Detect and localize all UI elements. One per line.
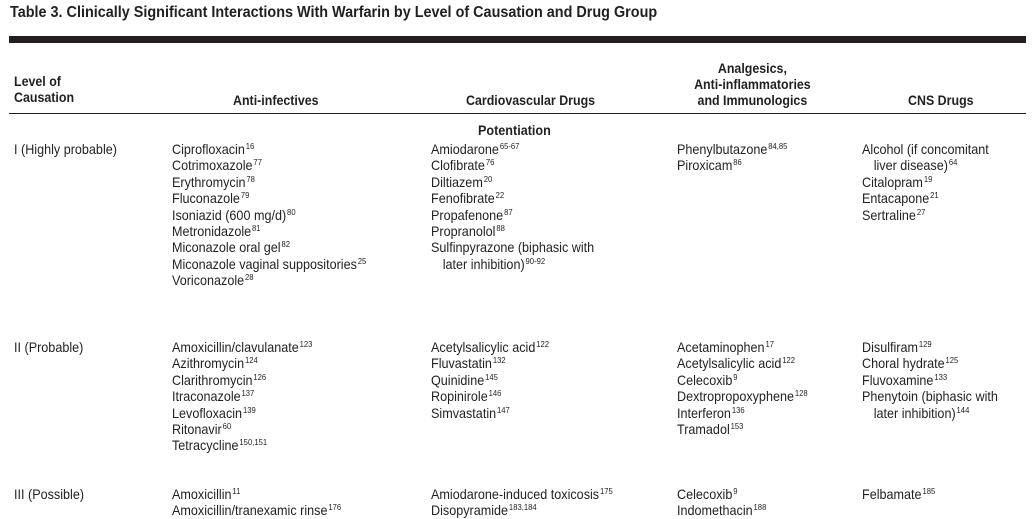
reference-superscript: 17 (765, 339, 774, 349)
drug-name: Ritonavir (172, 421, 222, 438)
reference-superscript: 20 (483, 173, 493, 184)
cell-anti (172, 141, 366, 289)
drug-name: Piroxicam (677, 157, 733, 174)
reference-superscript: 125 (945, 355, 959, 366)
reference-superscript: 124 (245, 355, 258, 366)
header-line: Anti-inflammatories (694, 77, 811, 92)
drug-name: Entacapone (862, 190, 930, 207)
reference-superscript: 88 (496, 223, 505, 234)
drug-entry (431, 486, 613, 502)
drug-entry (431, 339, 549, 355)
header-line: Anti-infectives (233, 93, 319, 108)
drug-name: Citalopram (862, 173, 923, 190)
drug-name: Fluconazole (172, 190, 240, 207)
reference-superscript: 150,151 (239, 437, 268, 448)
drug-entry (431, 388, 549, 404)
drug-name: Clarithromycin (172, 371, 253, 388)
drug-name: Cotrimoxazole (172, 157, 253, 174)
drug-name: Fluvastatin (431, 355, 492, 372)
reference-superscript: 123 (299, 339, 313, 349)
reference-superscript: 87 (504, 206, 513, 217)
drug-name: Azithromycin (172, 355, 245, 372)
reference-superscript: 132 (492, 355, 506, 366)
cell-analg (677, 486, 766, 519)
drug-name: Levofloxacin (172, 404, 243, 421)
drug-entry (172, 388, 312, 404)
header-line: Analgesics, (717, 61, 787, 76)
cell-anti (172, 339, 312, 454)
drug-entry (677, 355, 808, 371)
drug-name: Miconazole vaginal suppositories (172, 255, 357, 272)
reference-superscript: 126 (253, 371, 267, 382)
reference-superscript: 80 (287, 206, 296, 217)
header-line: and Immunologics (697, 93, 808, 108)
drug-name: Phenylbutazone (677, 141, 768, 157)
reference-superscript: 144 (956, 404, 970, 415)
drug-name: later inhibition) (873, 404, 956, 421)
reference-superscript: 136 (731, 404, 745, 415)
drug-entry (677, 157, 787, 173)
reference-superscript: 9 (733, 486, 738, 496)
cell-cardio (431, 486, 613, 519)
reference-superscript: 153 (730, 421, 744, 432)
drug-name: liver disease) (873, 157, 948, 174)
drug-entry (431, 223, 594, 239)
drug-entry (862, 388, 998, 404)
cell-analg (677, 339, 808, 437)
row-level-label: II (Probable) (14, 339, 84, 355)
drug-name: Quinidine (431, 371, 485, 388)
reference-superscript: 183,184 (508, 502, 537, 513)
drug-name: Clofibrate (431, 157, 485, 174)
drug-name: Amoxicillin/tranexamic rinse (172, 502, 328, 519)
reference-superscript: 185 (922, 486, 936, 496)
drug-entry (431, 174, 594, 190)
drug-name: Acetaminophen (677, 339, 765, 355)
drug-entry (862, 157, 989, 173)
reference-superscript: 19 (923, 173, 933, 184)
drug-name: Miconazole oral gel (172, 239, 281, 256)
drug-entry (862, 207, 989, 223)
drug-name: Tetracycline (172, 437, 239, 454)
drug-name: Amoxicillin (172, 486, 232, 502)
drug-entry (431, 256, 594, 272)
drug-entry (172, 272, 366, 288)
drug-name: Metronidazole (172, 223, 252, 240)
top-rule (9, 36, 1026, 43)
drug-entry (172, 174, 366, 190)
reference-superscript: 122 (536, 339, 550, 349)
row-level-label: I (Highly probable) (14, 141, 117, 157)
reference-superscript: 146 (488, 388, 502, 399)
reference-superscript: 79 (240, 190, 250, 201)
reference-superscript: 122 (782, 355, 796, 366)
drug-entry (431, 207, 594, 223)
drug-entry (431, 502, 613, 518)
drug-entry (431, 239, 594, 255)
reference-superscript: 137 (241, 388, 255, 399)
drug-entry (172, 486, 341, 502)
table-caption: Table 3. Clinically Significant Interactions With Warfarin by Level of Causation and Drug Group (10, 4, 658, 21)
drug-name: Indomethacin (677, 502, 753, 519)
drug-name: Voriconazole (172, 272, 245, 289)
header-line: Cardiovascular Drugs (466, 93, 596, 108)
reference-superscript: 64 (948, 157, 958, 168)
reference-superscript: 77 (253, 157, 262, 168)
drug-entry (862, 486, 935, 502)
drug-name: Celecoxib (677, 486, 733, 502)
reference-superscript: 86 (733, 157, 742, 168)
drug-entry (431, 157, 594, 173)
reference-superscript: 139 (242, 404, 256, 415)
reference-superscript: 60 (222, 421, 232, 432)
drug-entry (172, 207, 366, 223)
drug-entry (677, 372, 808, 388)
reference-superscript: 129 (918, 339, 932, 349)
drug-entry (677, 388, 808, 404)
drug-name: Felbamate (862, 486, 922, 502)
drug-name: Alcohol (if concomitant (862, 141, 989, 157)
drug-name: Simvastatin (431, 404, 497, 421)
header-rule (9, 113, 1026, 114)
section-potentiation: Potentiation (478, 122, 551, 138)
drug-name: Fenofibrate (431, 190, 495, 207)
row-level-label: III (Possible) (14, 486, 85, 502)
cell-cardio (431, 141, 594, 272)
drug-entry (172, 256, 366, 272)
drug-name: Disopyramide (431, 502, 509, 519)
cell-anti (172, 486, 341, 519)
reference-superscript: 81 (252, 223, 261, 234)
drug-name: Amiodarone-induced toxicosis (431, 486, 600, 502)
cell-cns (862, 486, 935, 502)
drug-name: Fluvoxamine (862, 371, 934, 388)
header-line: CNS Drugs (908, 93, 974, 108)
drug-entry (172, 339, 312, 355)
drug-entry (862, 190, 989, 206)
drug-entry (431, 141, 594, 157)
drug-name: Phenytoin (biphasic with (862, 388, 998, 405)
cell-analg (677, 141, 787, 174)
drug-entry (172, 421, 312, 437)
drug-name: Diltiazem (431, 173, 483, 190)
drug-entry (862, 141, 989, 157)
drug-name: Ropinirole (431, 388, 488, 405)
drug-entry (677, 502, 766, 518)
drug-entry (172, 157, 366, 173)
header-anti-infectives (233, 93, 319, 109)
drug-name: Acetylsalicylic acid (431, 339, 536, 355)
drug-name: Itraconazole (172, 388, 241, 405)
drug-name: Amiodarone (431, 141, 499, 157)
cell-cardio (431, 339, 549, 421)
drug-entry (862, 405, 998, 421)
drug-name: Propranolol (431, 223, 496, 240)
reference-superscript: 145 (485, 371, 498, 382)
drug-entry (431, 355, 549, 371)
drug-entry (677, 486, 766, 502)
reference-superscript: 65-67 (499, 141, 520, 151)
drug-name: Propafenone (431, 206, 504, 223)
reference-superscript: 133 (934, 371, 948, 382)
reference-superscript: 147 (497, 404, 510, 415)
drug-entry (172, 190, 366, 206)
header-line: Causation (14, 90, 75, 105)
drug-entry (862, 339, 998, 355)
reference-superscript: 82 (281, 239, 290, 250)
drug-name: later inhibition) (442, 255, 525, 272)
drug-entry (677, 141, 787, 157)
drug-name: Isoniazid (600 mg/d) (172, 206, 287, 223)
reference-superscript: 16 (245, 141, 255, 151)
drug-entry (431, 372, 549, 388)
drug-name: Disulfiram (862, 339, 919, 355)
drug-name: Erythromycin (172, 173, 246, 190)
reference-superscript: 11 (232, 486, 241, 496)
drug-entry (862, 355, 998, 371)
reference-superscript: 78 (246, 173, 255, 184)
reference-superscript: 22 (495, 190, 505, 201)
drug-entry (172, 405, 312, 421)
drug-name: Ciprofloxacin (172, 141, 245, 157)
drug-entry (677, 405, 808, 421)
header-level (14, 74, 74, 106)
reference-superscript: 176 (328, 502, 342, 513)
drug-entry (862, 174, 989, 190)
drug-entry (677, 339, 808, 355)
drug-entry (677, 421, 808, 437)
drug-entry (172, 239, 366, 255)
cell-cns (862, 339, 998, 421)
reference-superscript: 90-92 (525, 255, 546, 266)
reference-superscript: 21 (930, 190, 939, 201)
drug-name: Sulfinpyrazone (biphasic with (431, 239, 595, 256)
cell-cns (862, 141, 989, 223)
drug-entry (172, 141, 366, 157)
drug-entry (172, 355, 312, 371)
reference-superscript: 84,85 (768, 141, 788, 151)
drug-name: Tramadol (677, 421, 730, 438)
header-cns (908, 93, 974, 109)
reference-superscript: 188 (753, 502, 767, 513)
drug-entry (172, 502, 341, 518)
reference-superscript: 27 (916, 206, 926, 217)
header-cardiovascular (466, 93, 595, 109)
drug-entry (862, 372, 998, 388)
drug-name: Celecoxib (677, 371, 733, 388)
drug-name: Dextropropoxyphene (677, 388, 794, 405)
header-line: Level of (14, 74, 61, 89)
drug-name: Amoxicillin/clavulanate (172, 339, 299, 355)
drug-entry (431, 190, 594, 206)
drug-name: Acetylsalicylic acid (677, 355, 782, 372)
drug-name: Interferon (677, 404, 731, 421)
reference-superscript: 128 (794, 388, 808, 399)
drug-entry (431, 405, 549, 421)
reference-superscript: 9 (733, 371, 738, 382)
header-analgesics (688, 61, 817, 109)
drug-entry (172, 437, 312, 453)
drug-entry (172, 372, 312, 388)
reference-superscript: 28 (245, 272, 254, 283)
reference-superscript: 76 (485, 157, 495, 168)
drug-entry (172, 223, 366, 239)
reference-superscript: 25 (357, 255, 367, 266)
drug-name: Choral hydrate (862, 355, 945, 372)
reference-superscript: 175 (599, 486, 613, 496)
drug-name: Sertraline (862, 206, 916, 223)
